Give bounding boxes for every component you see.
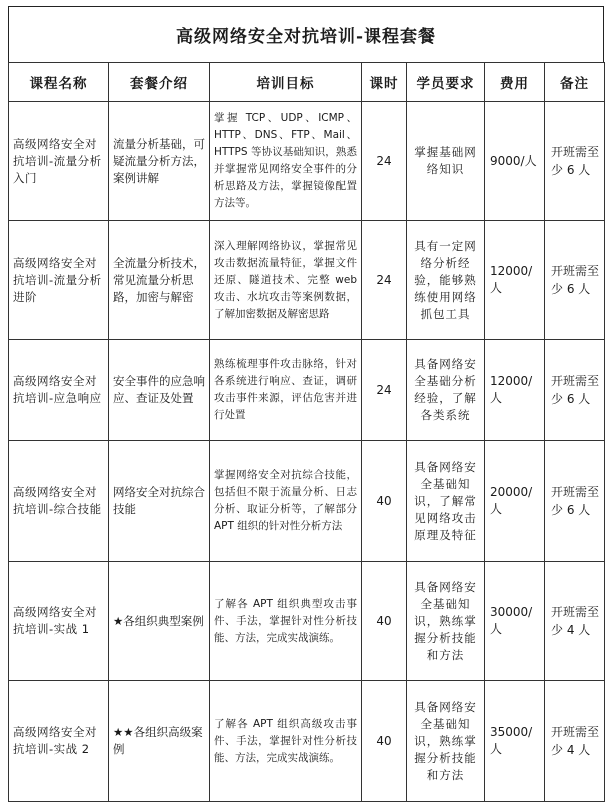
header-note: 备注	[545, 63, 605, 102]
note-cell: 开班需至少 6 人	[545, 340, 605, 441]
package-intro-cell: ★★各组织高级案例	[109, 681, 210, 802]
requirements-cell: 具备网络安全基础分析经验，了解各类系统	[407, 340, 485, 441]
hours-cell: 24	[362, 221, 407, 340]
fee-cell: 12000/人	[485, 340, 545, 441]
course-name-cell: 高级网络安全对抗培训-应急响应	[9, 340, 109, 441]
package-intro-cell: 全流量分析技术，常见流量分析思路，加密与解密	[109, 221, 210, 340]
document-page	[8, 6, 604, 802]
hours-cell: 40	[362, 562, 407, 681]
page-title: 高级网络安全对抗培训-课程套餐	[8, 6, 604, 62]
header-training-goal: 培训目标	[210, 63, 362, 102]
table-row	[9, 102, 605, 221]
training-goal-cell: 了解各 APT 组织高级攻击事件、手法，掌握针对性分析技能、方法，完成实战演练。	[210, 681, 362, 802]
requirements-cell: 掌握基础网络知识	[407, 102, 485, 221]
hours-cell: 40	[362, 681, 407, 802]
training-goal-cell: 熟练梳理事件攻击脉络，针对各系统进行响应、查证，调研攻击事件来源，评估危害并进行处置	[210, 340, 362, 441]
header-requirements: 学员要求	[407, 63, 485, 102]
requirements-cell: 具备网络安全基础知识，熟练掌握分析技能和方法	[407, 562, 485, 681]
course-name-cell: 高级网络安全对抗培训-实战 1	[9, 562, 109, 681]
note-cell: 开班需至少 4 人	[545, 562, 605, 681]
note-cell: 开班需至少 4 人	[545, 681, 605, 802]
note-cell: 开班需至少 6 人	[545, 441, 605, 562]
header-fee: 费用	[485, 63, 545, 102]
requirements-cell: 具备网络安全基础知识，了解常见网络攻击原理及特征	[407, 441, 485, 562]
course-name-cell: 高级网络安全对抗培训-综合技能	[9, 441, 109, 562]
package-intro-cell: 安全事件的应急响应、查证及处置	[109, 340, 210, 441]
package-intro-cell: ★各组织典型案例	[109, 562, 210, 681]
table-header-row	[9, 63, 605, 102]
training-goal-cell: 深入理解网络协议，掌握常见攻击数据流量特征，掌握文件还原、隧道技术、完整 web 攻击、水坑攻击等案例数据，了解加密数据及解密思路	[210, 221, 362, 340]
package-intro-cell: 流量分析基础，可疑流量分析方法，案例讲解	[109, 102, 210, 221]
fee-cell: 9000/人	[485, 102, 545, 221]
table-row	[9, 340, 605, 441]
note-cell: 开班需至少 6 人	[545, 221, 605, 340]
hours-cell: 24	[362, 340, 407, 441]
note-cell: 开班需至少 6 人	[545, 102, 605, 221]
training-goal-cell: 掌握网络安全对抗综合技能，包括但不限于流量分析、日志分析、取证分析等，了解部分 APT 组织的针对性分析方法	[210, 441, 362, 562]
table-row	[9, 681, 605, 802]
fee-cell: 12000/人	[485, 221, 545, 340]
table-row	[9, 221, 605, 340]
table-row	[9, 562, 605, 681]
hours-cell: 40	[362, 441, 407, 562]
header-package-intro: 套餐介绍	[109, 63, 210, 102]
table-row	[9, 441, 605, 562]
header-hours: 课时	[362, 63, 407, 102]
package-intro-cell: 网络安全对抗综合技能	[109, 441, 210, 562]
fee-cell: 20000/人	[485, 441, 545, 562]
course-table	[8, 62, 605, 802]
requirements-cell: 具备网络安全基础知识，熟练掌握分析技能和方法	[407, 681, 485, 802]
header-course-name: 课程名称	[9, 63, 109, 102]
course-name-cell: 高级网络安全对抗培训-流量分析入门	[9, 102, 109, 221]
requirements-cell: 具有一定网络分析经验，能够熟练使用网络抓包工具	[407, 221, 485, 340]
training-goal-cell: 掌握 TCP、UDP、ICMP、HTTP、DNS、FTP、Mail、HTTPS 等协议基础知识，熟悉并掌握常见网络安全事件的分析思路及方法，掌握镜像配置方法等。	[210, 102, 362, 221]
fee-cell: 35000/人	[485, 681, 545, 802]
training-goal-cell: 了解各 APT 组织典型攻击事件、手法，掌握针对性分析技能、方法，完成实战演练。	[210, 562, 362, 681]
course-name-cell: 高级网络安全对抗培训-实战 2	[9, 681, 109, 802]
fee-cell: 30000/人	[485, 562, 545, 681]
hours-cell: 24	[362, 102, 407, 221]
course-name-cell: 高级网络安全对抗培训-流量分析进阶	[9, 221, 109, 340]
